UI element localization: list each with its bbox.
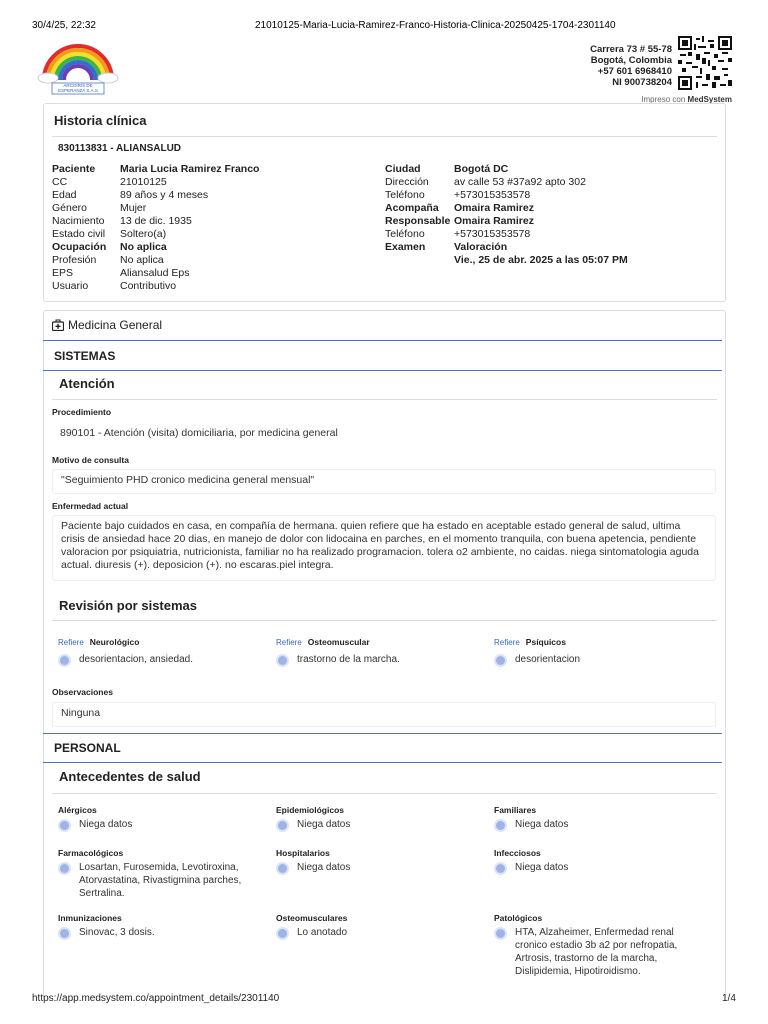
radio-dot-icon (276, 862, 289, 875)
antecedente-label: Alérgicos (58, 805, 97, 815)
info-label: Responsable (385, 215, 451, 227)
info-row (385, 189, 628, 202)
refiere-tag: Refiere (58, 638, 84, 647)
antecedente-value: Sinovac, 3 dosis. (79, 927, 155, 938)
info-row (385, 202, 628, 215)
info-row (385, 254, 628, 267)
qr-code-icon (678, 36, 732, 90)
antecedente-value: HTA, Alzaheimer, Enfermedad renal cronico estadio 3b a2 por nefropatia, Artrosis, trastorno de la marcha, Dislipidemia, Hipotiroidismo. (515, 927, 678, 977)
system-name: Neurológico (89, 637, 140, 647)
antecedente-item (276, 805, 350, 836)
antecedentes-heading: Antecedentes de salud (59, 769, 201, 784)
system-value: trastorno de la marcha. (297, 654, 400, 665)
antecedente-label: Infecciosos (494, 848, 541, 858)
antecedente-label: Inmunizaciones (58, 913, 122, 923)
company-ni: NI 900738204 (612, 77, 672, 88)
antecedente-item (276, 848, 350, 879)
info-label: Teléfono (385, 189, 425, 201)
company-address: Carrera 73 # 55-78 (590, 44, 672, 55)
system-item (276, 632, 400, 671)
observaciones-label: Observaciones (52, 687, 113, 697)
patient-info-left (52, 163, 259, 293)
system-value: desorientacion, ansiedad. (79, 654, 193, 665)
page-number: 1/4 (722, 993, 736, 1004)
info-value: No aplica (120, 254, 164, 266)
info-value: No aplica (120, 241, 167, 253)
info-value: 89 años y 4 meses (120, 189, 209, 201)
radio-dot-icon (58, 927, 71, 940)
info-row (385, 228, 628, 241)
info-value: +573015353578 (454, 189, 531, 201)
info-value: Omaira Ramirez (454, 202, 534, 214)
patient-info-right (385, 163, 628, 267)
info-row (52, 228, 259, 241)
info-label: Examen (385, 241, 426, 253)
enfermedad-label: Enfermedad actual (52, 501, 129, 511)
info-label: Estado civil (52, 228, 106, 240)
revision-heading: Revisión por sistemas (59, 598, 197, 613)
atencion-heading: Atención (59, 376, 115, 391)
info-value: Soltero(a) (120, 228, 167, 240)
document-title: 21010125-Maria-Lucia-Ramirez-Franco-Historia-Clinica-20250425-1704-2301140 (255, 20, 616, 31)
antecedente-item (494, 848, 568, 879)
info-label: Usuario (52, 280, 89, 292)
info-value: Mujer (120, 202, 147, 214)
radio-dot-icon (276, 819, 289, 832)
motivo-value: "Seguimiento PHD cronico medicina general mensual" (52, 469, 716, 494)
info-value: Contributivo (120, 280, 177, 292)
radio-dot-icon (276, 927, 289, 940)
refiere-tag: Refiere (494, 638, 520, 647)
info-row (52, 202, 259, 215)
medsystem-brand: MedSystem (687, 95, 732, 104)
eps-code: 830113831 - ALIANSALUD (58, 143, 182, 154)
antecedente-value: Lo anotado (297, 927, 348, 938)
divider (52, 620, 717, 621)
info-label: Acompaña (385, 202, 439, 214)
antecedente-item (276, 913, 347, 944)
info-value: av calle 53 #37a92 apto 302 (454, 176, 586, 188)
rainbow-logo (36, 36, 120, 98)
antecedente-label: Patológicos (494, 913, 543, 923)
blue-divider (43, 733, 722, 734)
antecedente-label: Familiares (494, 805, 537, 815)
antecedente-label: Farmacológicos (58, 848, 124, 858)
info-row (52, 280, 259, 293)
divider (52, 136, 717, 137)
info-label: CC (52, 176, 68, 188)
company-info (590, 44, 672, 88)
system-item (494, 632, 580, 671)
procedimiento-label: Procedimiento (52, 407, 112, 417)
system-item (58, 632, 193, 671)
info-row (52, 163, 259, 176)
print-datetime: 30/4/25, 22:32 (32, 20, 96, 31)
radio-dot-icon (494, 862, 507, 875)
antecedente-value: Niega datos (297, 819, 351, 830)
info-row (52, 241, 259, 254)
blue-divider (43, 370, 722, 371)
exam-datetime: Vie., 25 de abr. 2025 a las 05:07 PM (454, 254, 628, 266)
company-city: Bogotá, Colombia (590, 55, 672, 66)
antecedente-value: Niega datos (515, 819, 569, 830)
blue-divider (43, 762, 722, 763)
system-name: Psíquicos (525, 637, 566, 647)
company-phone: +57 601 6968410 (597, 66, 672, 77)
info-value: +573015353578 (454, 228, 531, 240)
medicina-title: Medicina General (68, 318, 163, 332)
radio-dot-icon (58, 654, 71, 667)
radio-dot-icon (58, 862, 71, 875)
antecedente-label: Osteomusculares (276, 913, 348, 923)
info-value: Omaira Ramirez (454, 215, 534, 227)
info-label: Dirección (385, 176, 429, 188)
info-label: Profesión (52, 254, 97, 266)
system-name: Osteomuscular (307, 637, 370, 647)
info-row (385, 215, 628, 228)
info-label: Teléfono (385, 228, 425, 240)
info-label: Nacimiento (52, 215, 105, 227)
antecedente-value: Niega datos (515, 862, 569, 873)
info-value: 21010125 (120, 176, 167, 188)
blue-divider (43, 340, 722, 341)
info-value: 13 de dic. 1935 (120, 215, 192, 227)
info-row (385, 163, 628, 176)
antecedente-value: Losartan, Furosemida, Levotiroxina, Atorvastatina, Rivastigmina parches, Sertralina. (79, 862, 242, 899)
enfermedad-value: Paciente bajo cuidados en casa, en compañía de hermana. quien refiere que ha estado en aceptable estado general de salud, ultima crisis de ansiedad hace 20 dias, en manejo de dolor con lidocaina en parches, en el momento tranquila, con buena apetencia, pendiente valoracion por psiquiatria, nutricionista, familiar no ha realizado programacion. tolera o2 ambiente, no caidas. niega sintomatologia aguda actual. diuresis (+). deposicion (+). no escaras.piel integra. (52, 515, 716, 581)
antecedente-item (494, 913, 700, 978)
info-row (385, 241, 628, 254)
refiere-tag: Refiere (276, 638, 302, 647)
info-row (52, 176, 259, 189)
divider (52, 793, 717, 794)
printed-with: Impreso con MedSystem (641, 95, 732, 104)
antecedente-label: Hospitalarios (276, 848, 330, 858)
logo-text: ARCOÍRIS DE ESPERANZA S.A.S (58, 83, 98, 93)
radio-dot-icon (494, 927, 507, 940)
info-value: Aliansalud Eps (120, 267, 190, 279)
radio-dot-icon (276, 654, 289, 667)
info-row (385, 176, 628, 189)
info-value: Valoración (454, 241, 508, 253)
procedimiento-value: 890101 - Atención (visita) domiciliaria, por medicina general (60, 427, 338, 439)
radio-dot-icon (494, 819, 507, 832)
info-label: Edad (52, 189, 77, 201)
system-value: desorientacion (515, 654, 581, 665)
antecedente-item (58, 848, 254, 900)
info-row (52, 215, 259, 228)
medical-kit-icon (52, 318, 64, 330)
info-value: Bogotá DC (454, 163, 509, 175)
info-label: Ocupación (52, 241, 107, 253)
section-sistemas: SISTEMAS (54, 349, 116, 363)
antecedente-label: Epidemiológicos (276, 805, 345, 815)
info-row (52, 254, 259, 267)
page-url: https://app.medsystem.co/appointment_details/2301140 (32, 993, 280, 1004)
antecedente-value: Niega datos (79, 819, 133, 830)
info-value: Maria Lucia Ramirez Franco (120, 163, 260, 175)
section-personal: PERSONAL (54, 741, 121, 755)
historia-title: Historia clínica (54, 113, 147, 128)
info-row (52, 189, 259, 202)
radio-dot-icon (494, 654, 507, 667)
motivo-label: Motivo de consulta (52, 455, 129, 465)
antecedente-item (494, 805, 568, 836)
antecedente-value: Niega datos (297, 862, 351, 873)
divider (52, 399, 717, 400)
antecedente-item (58, 805, 132, 836)
info-label: Ciudad (385, 163, 421, 175)
observaciones-value: Ninguna (52, 702, 716, 727)
info-label: Género (52, 202, 88, 214)
radio-dot-icon (58, 819, 71, 832)
info-label: Paciente (52, 163, 96, 175)
info-row (52, 267, 259, 280)
info-label: EPS (52, 267, 74, 279)
antecedente-item (58, 913, 155, 944)
